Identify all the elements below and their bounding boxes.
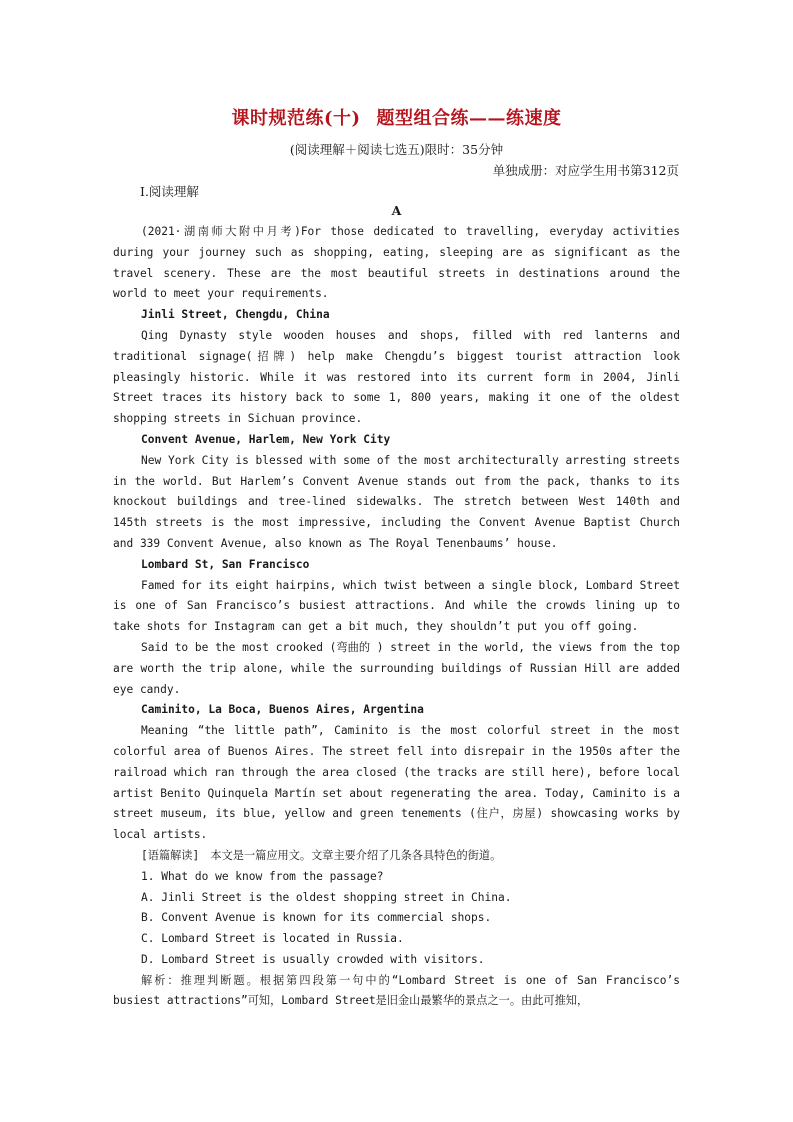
heading-convent: Convent Avenue, Harlem, New York City [141,432,391,446]
option-a: A. Jinli Street is the oldest shopping street in China. [141,890,512,904]
option-c: C. Lombard Street is located in Russia. [141,932,404,946]
question-1: 1. What do we know from the passage? [141,869,384,883]
paragraph-convent: New York City is blessed with some of the most architecturally arresting streets in the world. But Harlem’s Convent Avenue stands out from the pack, thanks to its knockout buildings and tree-lined sidewalks. The stretch between West 140th and 145th streets is the most impressive, including the Convent Avenue Baptist Church and 339 Convent Avenue, also known as The Royal Tenenbaums’ house. [113,453,680,550]
heading-jinli: Jinli Street, Chengdu, China [141,308,330,322]
option-d: D. Lombard Street is usually crowded with visitors. [141,952,485,966]
paragraph-caminito: Meaning “the little path”, Caminito is the most colorful street in the most colorful area of Buenos Aires. The street fell into disrepair in the 1950s after the railroad which ran through the area closed (the tracks are still here), before local artist Benito Quinquela Martín set about regenerating the area. Today, Caminito is a street museum, its blue, yellow and green tenements (住户，房屋) showcasing works by local artists. [113,724,680,842]
heading-caminito: Caminito, La Boca, Buenos Aires, Argentina [141,703,424,717]
section-label: Ⅰ.阅读理解 [140,184,199,199]
heading-lombard: Lombard St, San Francisco [141,557,310,571]
book-note: 单独成册：对应学生用书第312页 [492,163,679,178]
passage-intro: (2021·湖南师大附中月考)For those dedicated to travelling, everyday activities during your journey such as shopping, eating, sleeping are as significant as the travel scenery. These are the most beautiful streets in destinations around the world to meet your requirements. [113,225,680,301]
page-title [0,104,793,130]
passage-label: A [391,203,402,218]
paragraph-lombard-2: Said to be the most crooked (弯曲的 ) street in the world, the views from the top are worth the trip alone, while the surrounding buildings of Russian Hill are added eye candy. [113,640,680,696]
option-b: B. Convent Avenue is known for its commercial shops. [141,911,492,925]
paragraph-jinli: Qing Dynasty style wooden houses and shops, filled with red lanterns and traditional signage(招牌) help make Chengdu’s biggest tourist attraction look pleasingly historic. While it was restored into its current form in 2004, Jinli Street traces its history back to some 1, 800 years, making it one of the oldest shopping streets in Sichuan province. [113,328,680,426]
explanation: 解析：推理判断题。根据第四段第一句中的“Lombard Street is one of San Francisco’s busiest attractions”可知，Lombard Street是旧金山最繁华的景点之一。由此可推知， [113,973,680,1008]
subtitle: (阅读理解＋阅读七选五)限时：35分钟 [289,142,504,157]
paragraph-lombard-1: Famed for its eight hairpins, which twist between a single block, Lombard Street is one of San Francisco’s busiest attractions. And while the crowds lining up to take shots for Instagram can get a bit much, they shouldn’t put you off going. [113,578,680,634]
passage-body [113,222,680,1012]
title-part1: 课时规范练(十) [231,108,361,129]
discourse-summary: [语篇解读] 本文是一篇应用文。文章主要介绍了几条各具特色的街道。 [141,848,502,862]
title-part2: 题型组合练——练速度 [376,108,562,129]
